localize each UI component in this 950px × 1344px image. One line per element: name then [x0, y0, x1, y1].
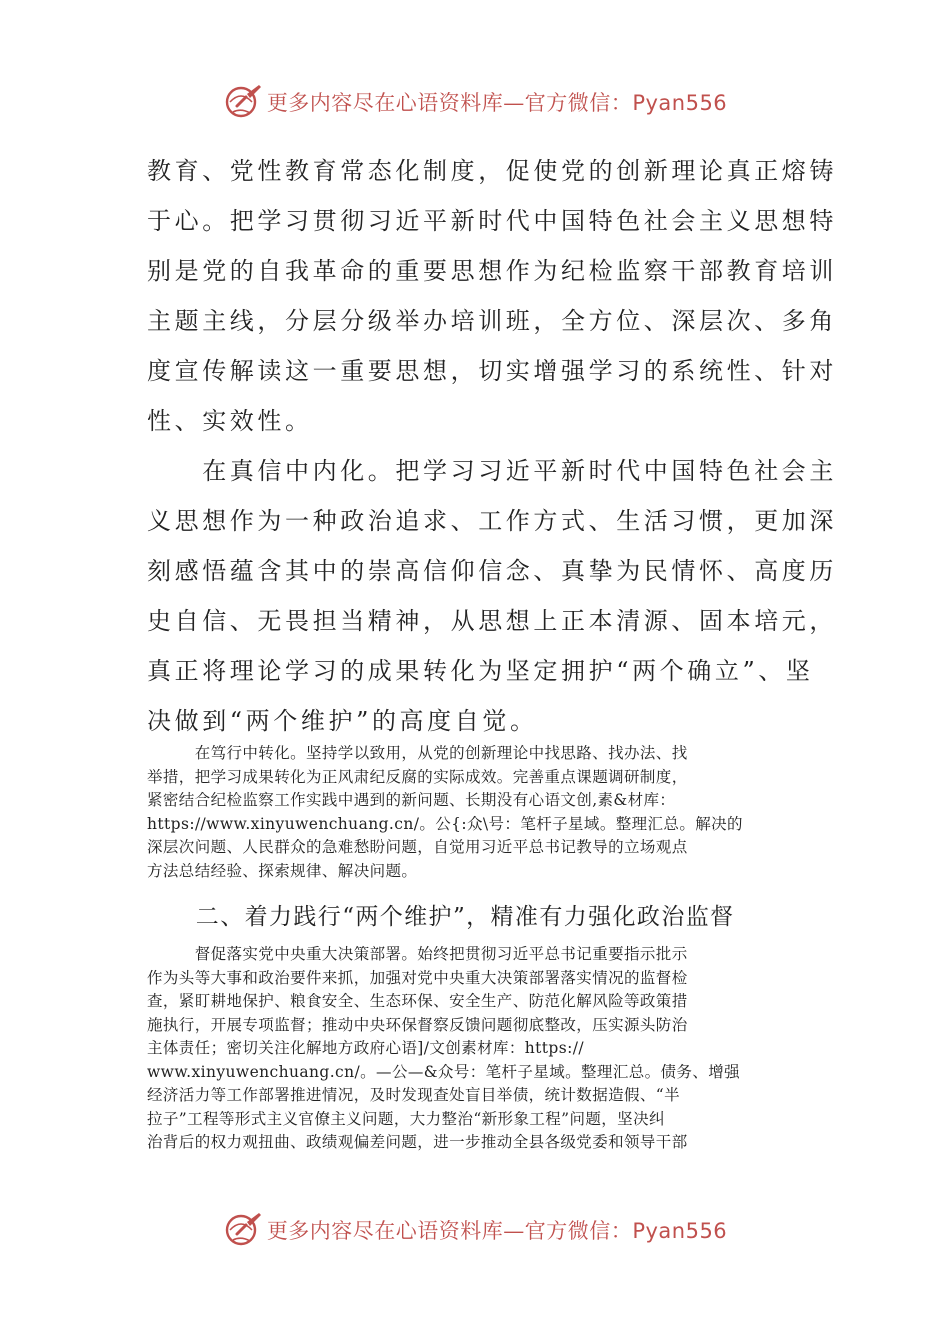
header-banner	[0, 80, 950, 124]
text-line: 方法总结经验、探索规律、解决问题。	[147, 861, 418, 880]
paragraph-continued	[147, 146, 837, 446]
text-line: 刻感悟蕴含其中的崇高信仰信念、真挚为民情怀、高度历	[147, 557, 837, 585]
text-line: 主题主线，分层分级举办培训班，全方位、深层次、多角	[147, 307, 837, 335]
text-line: www.xinyuwenchuang.cn/。—公—&众号：笔杆子星域。整理汇总。债务、增强	[147, 1062, 741, 1081]
text-line: 举措，把学习成果转化为正风肃纪反腐的实际成效。完善重点课题调研制度，	[147, 767, 688, 786]
text-line: 史自信、无畏担当精神，从思想上正本清源、固本培元，	[147, 607, 837, 635]
paragraph-internalize	[147, 446, 837, 746]
text-line: 于心。把学习贯彻习近平新时代中国特色社会主义思想特	[147, 207, 837, 235]
text-line: 性、实效性。	[147, 407, 313, 435]
text-line: 度宣传解读这一重要思想，切实增强学习的系统性、针对	[147, 357, 837, 385]
text-line: 真正将理论学习的成果转化为坚定拥护“两个确立”、坚	[147, 657, 814, 685]
text-line: 决做到“两个维护”的高度自觉。	[147, 707, 538, 735]
text-line: 施执行，开展专项监督；推动中央环保督察反馈问题彻底整改，压实源头防治	[147, 1015, 688, 1034]
pen-logo-icon	[223, 82, 263, 122]
wechat-id: Pyan556	[632, 91, 728, 115]
text-line: 别是党的自我革命的重要思想作为纪检监察干部教育培训	[147, 257, 837, 285]
section-heading: 二、着力践行“两个维护”，精准有力强化政治监督	[147, 904, 735, 930]
text-line: 作为头等大事和政治要件来抓，加强对党中央重大决策部署落实情况的监督检	[147, 968, 688, 987]
wechat-id: Pyan556	[632, 1219, 728, 1243]
footer-banner	[0, 1208, 950, 1252]
text-line: 紧密结合纪检监察工作实践中遇到的新问题、长期没有心语文创,素&材库：	[147, 791, 676, 809]
text-line: 在笃行中转化。坚持学以致用，从党的创新理论中找思路、找办法、找	[147, 744, 688, 762]
text-line: 教育、党性教育常态化制度，促使党的创新理论真正熔铸	[147, 157, 837, 185]
paragraph-transform	[147, 742, 807, 883]
text-line: 主体责任；密切关注化解地方政府心语]/文创素材库：https://	[147, 1039, 584, 1057]
text-line: 拉子”工程等形式主义官僚主义问题，大力整治“新形象工程”问题，坚决纠	[147, 1109, 665, 1128]
text-line: 查，紧盯耕地保护、粮食安全、生态环保、安全生产、防范化解风险等政策措	[147, 992, 688, 1010]
text-line: 督促落实党中央重大决策部署。始终把贯彻习近平总书记重要指示批示	[147, 945, 688, 963]
text-line: https://www.xinyuwenchuang.cn/。公{:众\号：笔杆子星域。整理汇总。解决的	[147, 814, 743, 833]
paragraph-supervision	[147, 943, 807, 1155]
text-line: 深层次问题、人民群众的急难愁盼问题，自觉用习近平总书记教导的立场观点	[147, 838, 688, 856]
text-line: 经济活力等工作部署推进情况，及时发现查处盲目举债，统计数据造假、“半	[147, 1086, 681, 1104]
pen-logo-icon	[223, 1210, 263, 1250]
text-line: 义思想作为一种政治追求、工作方式、生活习惯，更加深	[147, 507, 837, 535]
text-line: 治背后的权力观扭曲、政绩观偏差问题，进一步推动全县各级党委和领导干部	[147, 1133, 688, 1151]
banner-text: 更多内容尽在心语资料库—官方微信：Pyan556	[266, 1219, 728, 1243]
text-line: 在真信中内化。把学习习近平新时代中国特色社会主	[147, 457, 837, 485]
banner-text: 更多内容尽在心语资料库—官方微信：Pyan556	[266, 91, 728, 115]
